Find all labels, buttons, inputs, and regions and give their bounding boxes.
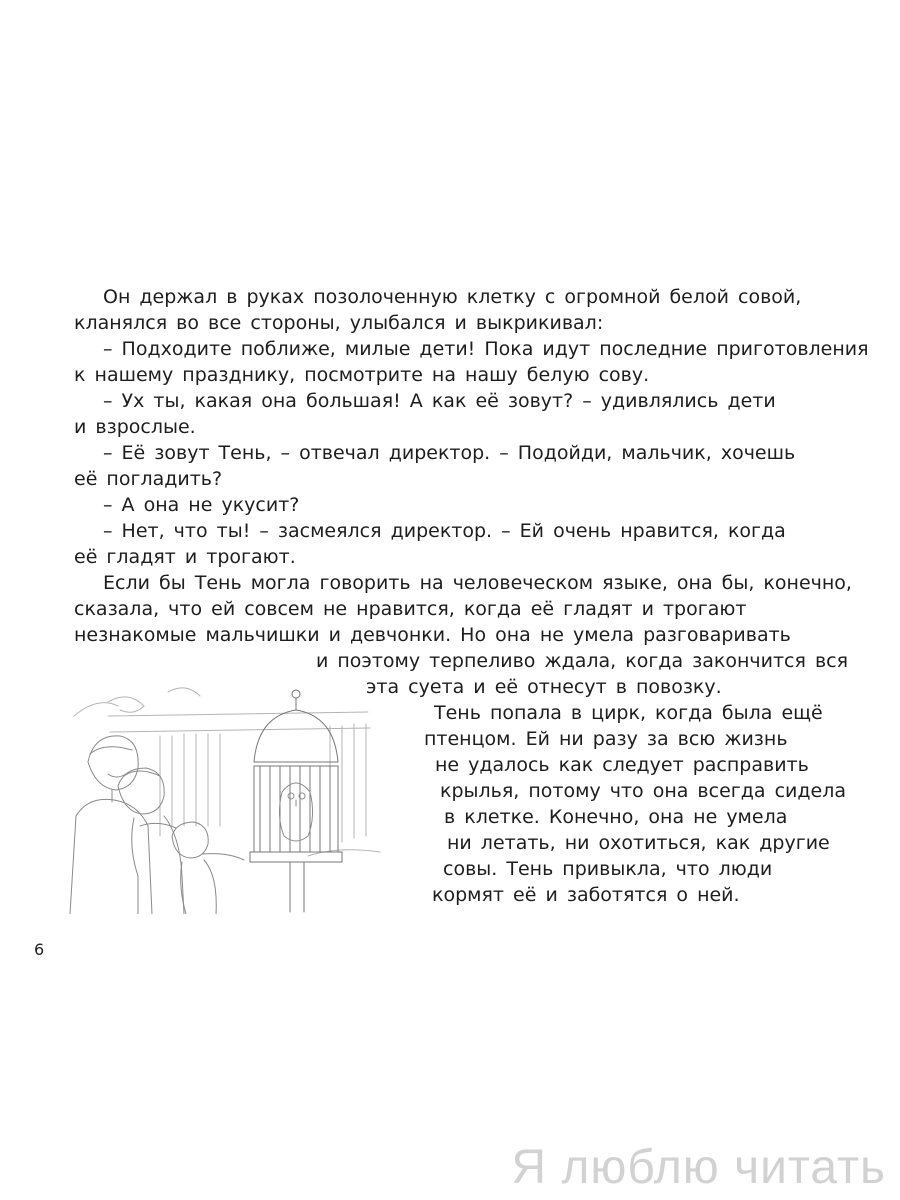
text-line-16: эта суета и её отнесут в повозку.: [366, 676, 722, 698]
text-line-23: совы. Тень привыкла, что люди: [443, 858, 773, 880]
text-line-21: в клетке. Конечно, она не умела: [444, 806, 788, 828]
text-line-12: Если бы Тень могла говорить на человеческом языке, она бы, конечно,: [103, 572, 852, 594]
text-line-5: – Ух ты, какая она большая! А как её зовут? – удивлялись дети: [103, 390, 776, 412]
text-line-8: её погладить?: [74, 468, 223, 490]
text-line-2: кланялся во все стороны, улыбался и выкрикивал:: [74, 312, 604, 334]
watermark: Я люблю читать: [511, 1141, 886, 1194]
text-line-3: – Подходите поближе, милые дети! Пока идут последние приготовления: [103, 338, 869, 360]
text-line-13: сказала, что ей совсем не нравится, когда её гладят и трогают: [74, 598, 747, 620]
children-figures: [70, 736, 244, 914]
text-line-20: крылья, потому что она всегда сидела: [440, 780, 846, 802]
text-line-18: птенцом. Ей ни разу за всю жизнь: [424, 728, 788, 750]
text-line-9: – А она не укусит?: [103, 494, 300, 516]
text-line-22: ни летать, ни охотиться, как другие: [447, 832, 830, 854]
page-number: 6: [34, 940, 45, 959]
text-line-24: кормят её и заботятся о ней.: [432, 884, 740, 906]
text-line-6: и взрослые.: [74, 416, 196, 438]
text-line-11: её гладят и трогают.: [74, 546, 296, 568]
text-line-7: – Её зовут Тень, – отвечал директор. – Подойди, мальчик, хочешь: [103, 442, 796, 464]
circus-background: [74, 688, 380, 856]
owl-cage-illustration: [68, 676, 384, 914]
text-line-1: Он держал в руках позолоченную клетку с огромной белой совой,: [103, 286, 802, 308]
text-line-17: Тень попала в цирк, когда была ещё: [434, 702, 823, 724]
text-line-10: – Нет, что ты! – засмеялся директор. – Ей очень нравится, когда: [103, 520, 786, 542]
text-line-19: не удалось как следует расправить: [435, 754, 809, 776]
text-line-4: к нашему празднику, посмотрите на нашу белую сову.: [74, 364, 650, 386]
text-line-14: незнакомые мальчишки и девчонки. Но она не умела разговаривать: [74, 624, 791, 646]
owl-figure: [279, 783, 312, 841]
text-line-15: и поэтому терпеливо ждала, когда закончится вся: [316, 650, 849, 672]
